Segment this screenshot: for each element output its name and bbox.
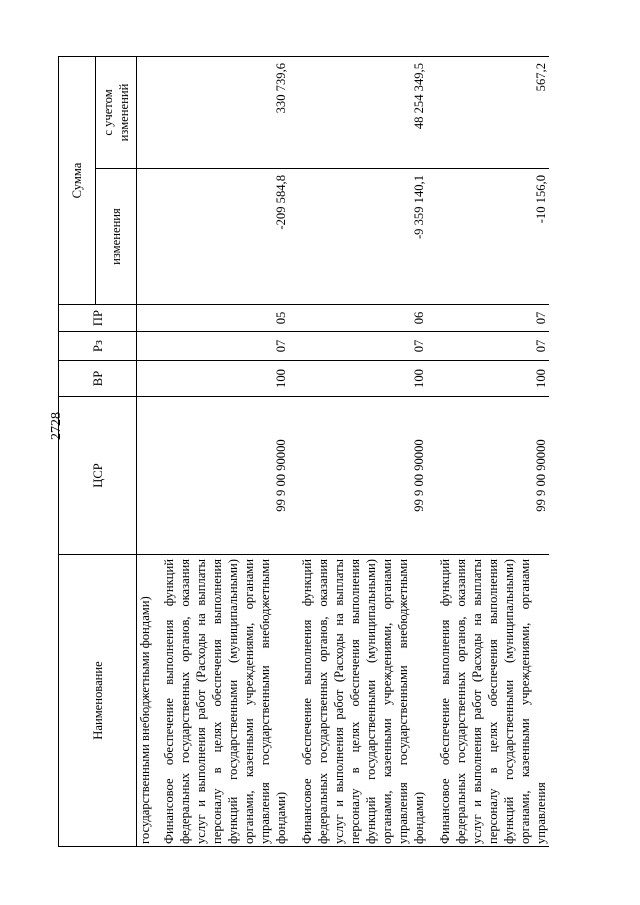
header-name: Наименование: [59, 555, 137, 847]
row-change: -10 156,0: [427, 169, 549, 305]
header-with-changes: с учетом изменений: [96, 56, 137, 168]
table-row: [161, 56, 289, 846]
table-row: [427, 56, 549, 846]
row-rz: 07: [161, 332, 289, 361]
rotated-page: [58, 57, 578, 847]
header-vr: ВР: [59, 361, 137, 397]
header-sum: Сумма: [59, 56, 96, 304]
row-name: Финансовое обеспечение выполнения функций федеральных государственных органов, оказания услуг и выполнения работ (Расходы на выплаты персоналу в целях обеспечения выполнения функций государственными (муниципальными) органами, казенными учреждениями, органами управления государственными внебюджетными фондами): [289, 555, 427, 847]
row-pr: 05: [161, 305, 289, 332]
table-row: [289, 56, 427, 846]
row-csr: 99 9 00 90000: [289, 397, 427, 555]
row-change: -209 584,8: [161, 169, 289, 305]
row-vr: 100: [289, 361, 427, 397]
row-with-changes: 567,2: [427, 56, 549, 168]
header-rz: Рз: [59, 332, 137, 361]
table-row: [137, 56, 162, 846]
header-pr: ПР: [59, 305, 137, 332]
row-with-changes: 48 254 349,5: [289, 56, 427, 168]
row-csr: 99 9 00 90000: [427, 397, 549, 555]
page-number: 2728: [49, 412, 64, 440]
header-change: изменения: [96, 169, 137, 305]
row-change: -9 359 140,1: [289, 169, 427, 305]
row-rz: 07: [289, 332, 427, 361]
row-name: Финансовое обеспечение выполнения функций федеральных государственных органов, оказания услуг и выполнения работ (Расходы на выплаты персоналу в целях обеспечения выполнения функций государственными (муниципальными) органами, казенными учреждениями, органами управления государственными внебюджетными фондами): [161, 555, 289, 847]
row-with-changes: 330 739,6: [161, 56, 289, 168]
row-pr: 06: [289, 305, 427, 332]
row-vr: 100: [161, 361, 289, 397]
row-vr: 100: [427, 361, 549, 397]
row-name: Финансовое обеспечение выполнения функций федеральных государственных органов, оказания услуг и выполнения работ (Расходы на выплаты персоналу в целях обеспечения выполнения функций государственными (муниципальными) органами, казенными учреждениями, органами управления: [427, 555, 549, 847]
row-name: государственными внебюджетными фондами): [137, 555, 162, 847]
row-rz: 07: [427, 332, 549, 361]
row-csr: 99 9 00 90000: [161, 397, 289, 555]
budget-table: [58, 56, 549, 847]
row-pr: 07: [427, 305, 549, 332]
header-csr: ЦСР: [59, 397, 137, 555]
